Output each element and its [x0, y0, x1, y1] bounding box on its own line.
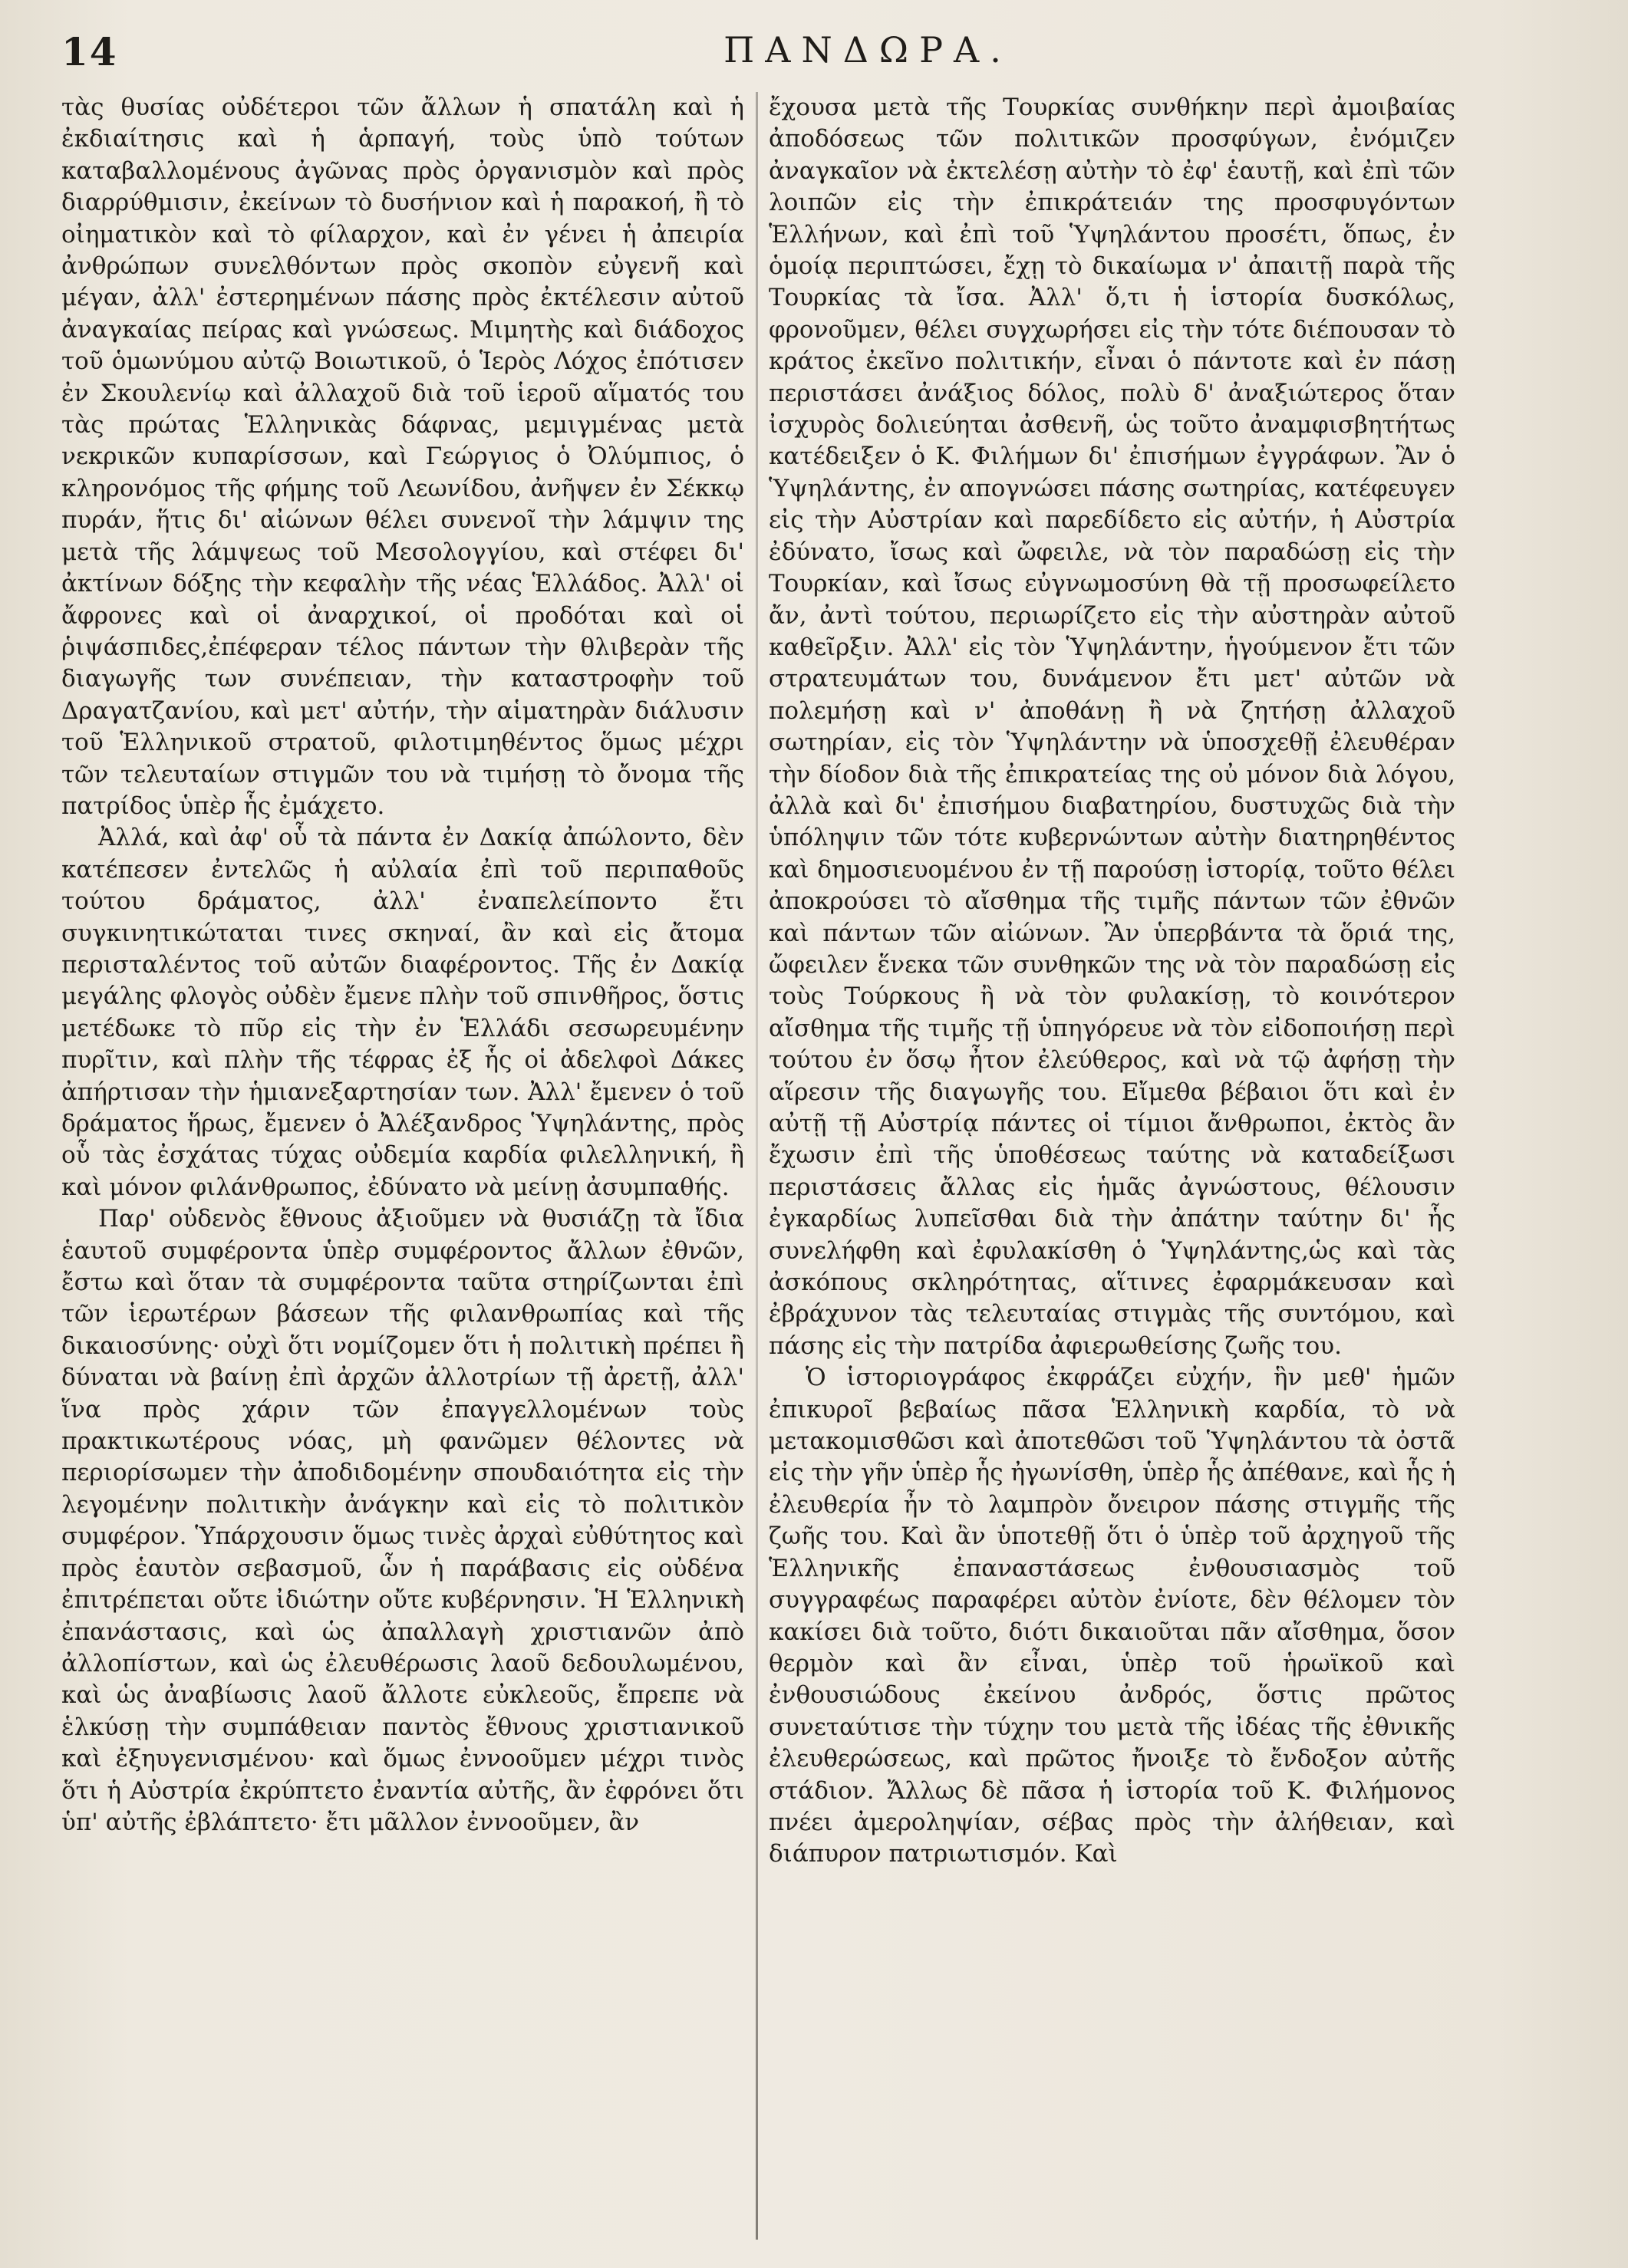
page-number: 14: [61, 29, 118, 74]
right-column: [769, 92, 1455, 2240]
running-title: ΠΑΝΔΩΡΑ.: [723, 29, 1012, 71]
left-column: [61, 92, 744, 2240]
column-divider: [756, 92, 758, 2240]
paragraph: ἔχουσα μετὰ τῆς Τουρκίας συνθήκην περὶ ἀμοιβαίας ἀποδόσεως τῶν πολιτικῶν προσφύγων, ἐνόμιζεν ἀναγκαῖον νὰ ἐκτελέσῃ αὐτὴν τὸ ἐφ' ἑαυτῇ, καὶ ἐπὶ τῶν λοιπῶν εἰς τὴν ἐπικράτειάν της προσφυγόντων Ἑλλήνων, καὶ ἐπὶ τοῦ Ὑψηλάντου προσέτι, ὅπως, ἐν ὁμοίᾳ περιπτώσει, ἔχῃ τὸ δικαίωμα ν' ἀπαιτῇ παρὰ τῆς Τουρκίας τὰ ἴσα. Ἀλλ' ὅ,τι ἡ ἱστορία δυσκόλως, φρονοῦμεν, θέλει συγχωρήσει εἰς τὴν τότε διέπουσαν τὸ κράτος ἐκεῖνο πολιτικήν, εἶναι ὁ πάντοτε καὶ ἐν πάσῃ περιστάσει ἀνάξιος δόλος, πολὺ δ' ἀναξιώτερος ὅταν ἰσχυρὸς δολιεύηται ἀσθενῆ, ὡς τοῦτο ἀναμφισβητήτως κατέδειξεν ὁ Κ. Φιλήμων δι' ἐπισήμων ἐγγράφων. Ἂν ὁ Ὑψηλάντης, ἐν απογνώσει πάσης σωτηρίας, κατέφευγεν εἰς τὴν Αὐστρίαν καὶ παρεδίδετο εἰς αὐτήν, ἡ Αὐστρία ἐδύνατο, ἴσως καὶ ὤφειλε, νὰ τὸν παραδώσῃ εἰς τὴν Τουρκίαν, καὶ ἴσως εὐγνωμοσύνη θὰ τῇ προσωφείλετο ἄν, ἀντὶ τούτου, περιωρίζετο εἰς τὴν αὐστηρὰν αὐτοῦ καθεῖρξιν. Ἀλλ' εἰς τὸν Ὑψηλάντην, ἡγούμενον ἔτι τῶν στρατευμάτων του, δυνάμενον ἔτι μετ' αὐτῶν νὰ πολεμήσῃ καὶ ν' ἀποθάνῃ ἢ νὰ ζητήσῃ ἀλλαχοῦ σωτηρίαν, εἰς τὸν Ὑψηλάντην νὰ ὑποσχεθῇ ἐλευθέραν τὴν δίοδον διὰ τῆς ἐπικρατείας της οὐ μόνον διὰ λόγου, ἀλλὰ καὶ δι' ἐπισήμου διαβατηρίου, δυστυχῶς διὰ τὴν ὑπόληψιν τῶν τότε κυβερνώντων αὐτὴν διατηρηθέντος καὶ δημοσιευομένου ἐν τῇ παρούσῃ ἱστορίᾳ, τοῦτο θέλει ἀποκρούσει τὸ αἴσθημα τῆς τιμῆς πάντων τῶν ἐθνῶν καὶ πάντων τῶν αἰώνων. Ἂν ὑπερβάντα τὰ ὅριά της, ὤφειλεν ἕνεκα τῶν συνθηκῶν της νὰ τὸν παραδώσῃ εἰς τοὺς Τούρκους ἢ νὰ τὸν φυλακίσῃ, τὸ κοινότερον αἴσθημα τῆς τιμῆς τῇ ὑπηγόρευε νὰ τὸν εἰδοποιήσῃ περὶ τούτου ἐν ὅσῳ ἦτον ἐλεύθερος, καὶ νὰ τῷ ἀφήσῃ τὴν αἵρεσιν τῆς διαγωγῆς του. Εἴμεθα βέβαιοι ὅτι καὶ ἐν αὐτῇ τῇ Αὐστρίᾳ πάντες οἱ τίμιοι ἄνθρωποι, ἐκτὸς ἂν ἔχωσιν ἐπὶ τῆς ὑποθέσεως ταύτης νὰ καταδείξωσι περιστάσεις ἄλλας εἰς ἡμᾶς ἀγνώστους, θέλουσιν ἐγκαρδίως λυπεῖσθαι διὰ τὴν ἀπάτην ταύτην δι' ἧς συνελήφθη καὶ ἐφυλακίσθη ὁ Ὑψηλάντης,ὡς καὶ τὰς ἀσκόπους σκληρότητας, αἵτινες ἐφαρμάκευσαν καὶ ἐβράχυνον τὰς τελευταίας στιγμὰς τῆς συντόμου, καὶ πάσης εἰς τὴν πατρίδα ἀφιερωθείσης ζωῆς του.: [769, 94, 1455, 1360]
paragraph: Ἀλλά, καὶ ἀφ' οὗ τὰ πάντα ἐν Δακίᾳ ἀπώλοντο, δὲν κατέπεσεν ἐντελῶς ἡ αὐλαία ἐπὶ τοῦ περιπαθοῦς τούτου δράματος, ἀλλ' ἐναπελείποντο ἔτι συγκινητικώταται τινες σκηναί, ἂν καὶ εἰς ἄτομα περισταλέντος τοῦ αὐτῶν διαφέροντος. Τῆς ἐν Δακίᾳ μεγάλης φλογὸς οὐδὲν ἔμενε πλὴν τοῦ σπινθῆρος, ὅστις μετέδωκε τὸ πῦρ εἰς τὴν ἐν Ἑλλάδι σεσωρευμένην πυρῖτιν, καὶ πλὴν τῆς τέφρας ἐξ ἧς οἱ ἀδελφοὶ Δάκες ἀπήρτισαν τὴν ἡμιανεξαρτησίαν των. Ἀλλ' ἔμενεν ὁ τοῦ δράματος ἥρως, ἔμενεν ὁ Ἀλέξανδρος Ὑψηλάντης, πρὸς οὗ τὰς ἐσχάτας τύχας οὐδεμία καρδία φιλελληνική, ἢ καὶ μόνον φιλάνθρωπος, ἐδύνατο νὰ μείνῃ ἀσυμπαθής.: [61, 824, 744, 1201]
paragraph: Παρ' οὐδενὸς ἔθνους ἀξιοῦμεν νὰ θυσιάζῃ τὰ ἴδια ἑαυτοῦ συμφέροντα ὑπὲρ συμφέροντος ἄλλων ἐθνῶν, ἔστω καὶ ὅταν τὰ συμφέροντα ταῦτα στηρίζωνται ἐπὶ τῶν ἱερωτέρων βάσεων τῆς φιλανθρωπίας καὶ τῆς δικαιοσύνης· οὐχὶ ὅτι νομίζομεν ὅτι ἡ πολιτικὴ πρέπει ἢ δύναται νὰ βαίνῃ ἐπὶ ἀρχῶν ἀλλοτρίων τῇ ἀρετῇ, ἀλλ' ἵνα πρὸς χάριν τῶν ἐπαγγελλομένων τοὺς πρακτικωτέρους νόας, μὴ φανῶμεν θέλοντες νὰ περιορίσωμεν τὴν ἀποδιδομένην σπουδαιότητα εἰς τὴν λεγομένην πολιτικὴν ἀνάγκην καὶ εἰς τὸ πολιτικὸν συμφέρον. Ὑπάρχουσιν ὅμως τινὲς ἀρχαὶ εὐθύτητος καὶ πρὸς ἑαυτὸν σεβασμοῦ, ὧν ἡ παράβασις εἰς οὐδένα ἐπιτρέπεται οὔτε ἰδιώτην οὔτε κυβέρνησιν. Ἡ Ἑλληνικὴ ἐπανάστασις, καὶ ὡς ἀπαλλαγὴ χριστιανῶν ἀπὸ ἀλλοπίστων, καὶ ὡς ἐλευθέρωσις λαοῦ δεδουλωμένου, καὶ ὡς ἀναβίωσις λαοῦ ἄλλοτε εὐκλεοῦς, ἔπρεπε νὰ ἑλκύσῃ τὴν συμπάθειαν παντὸς ἔθνους χριστιανικοῦ καὶ ἐξηυγενισμένου· καὶ ὅμως ἐννοοῦμεν μέχρι τινὸς ὅτι ἡ Αὐστρία ἐκρύπτετο ἐναντία αὐτῆς, ἂν ἐφρόνει ὅτι ὑπ' αὐτῆς ἐβλάπτετο· ἔτι μᾶλλον ἐννοοῦμεν, ἂν: [61, 1205, 744, 1836]
paragraph: τὰς θυσίας οὐδέτεροι τῶν ἄλλων ἡ σπατάλη καὶ ἡ ἐκδιαίτησις καὶ ἡ ἁρπαγή, τοὺς ὑπὸ τούτων καταβαλλομένους ἀγῶνας πρὸς ὀργανισμὸν καὶ πρὸς διαρρύθμισιν, ἐκείνων τὸ δυσήνιον καὶ ἡ παρακοή, ἢ τὸ οἰηματικὸν καὶ τὸ φίλαρχον, καὶ ἐν γένει ἡ ἀπειρία ἀνθρώπων συνελθόντων πρὸς σκοπὸν εὐγενῆ καὶ μέγαν, ἀλλ' ἐστερημένων πάσης πρὸς ἐκτέλεσιν αὐτοῦ ἀναγκαίας πείρας καὶ γνώσεως. Μιμητὴς καὶ διάδοχος τοῦ ὁμωνύμου αὐτῷ Βοιωτικοῦ, ὁ Ἱερὸς Λόχος ἐπότισεν ἐν Σκουλενίῳ καὶ ἀλλαχοῦ διὰ τοῦ ἱεροῦ αἵματός του τὰς πρώτας Ἑλληνικὰς δάφνας, μεμιγμένας μετὰ νεκρικῶν κυπαρίσσων, καὶ Γεώργιος ὁ Ὀλύμπιος, ὁ κληρονόμος τῆς φήμης τοῦ Λεωνίδου, ἀνῆψεν ἐν Σέκκῳ πυράν, ἥτις δι' αἰώνων θέλει συνενοῖ τὴν λάμψιν της μετὰ τῆς λάμψεως τοῦ Μεσολογγίου, καὶ στέφει δι' ἀκτίνων δόξης τὴν κεφαλὴν τῆς νέας Ἑλλάδος. Ἀλλ' οἱ ἄφρονες καὶ οἱ ἀναρχικοί, οἱ προδόται καὶ οἱ ῥιψάσπιδες,ἐπέφεραν τέλος πάντων τὴν θλιβερὰν τῆς διαγωγῆς των συνέπειαν, τὴν καταστροφὴν τοῦ Δραγατζανίου, καὶ μετ' αὐτήν, τὴν αἱματηρὰν διάλυσιν τοῦ Ἑλληνικοῦ στρατοῦ, φιλοτιμηθέντος ὅμως μέχρι τῶν τελευταίων στιγμῶν του νὰ τιμήσῃ τὸ ὄνομα τῆς πατρίδος ὑπὲρ ἧς ἐμάχετο.: [61, 94, 744, 820]
paragraph: Ὁ ἱστοριογράφος ἐκφράζει εὐχήν, ἣν μεθ' ἡμῶν ἐπικυροῖ βεβαίως πᾶσα Ἑλληνικὴ καρδία, τὸ νὰ μετακομισθῶσι καὶ ἀποτεθῶσι τοῦ Ὑψηλάντου τὰ ὀστᾶ εἰς τὴν γῆν ὑπὲρ ἧς ἠγωνίσθη, ὑπὲρ ἧς ἀπέθανε, καὶ ἧς ἡ ἐλευθερία ἦν τὸ λαμπρὸν ὄνειρον πάσης στιγμῆς τῆς ζωῆς του. Καὶ ἂν ὑποτεθῇ ὅτι ὁ ὑπὲρ τοῦ ἀρχηγοῦ τῆς Ἑλληνικῆς ἐπαναστάσεως ἐνθουσιασμὸς τοῦ συγγραφέως παραφέρει αὐτὸν ἐνίοτε, δὲν θέλομεν τὸν κακίσει διὰ τοῦτο, διότι δικαιοῦται πᾶν αἴσθημα, ὅσον θερμὸν καὶ ἂν εἶναι, ὑπὲρ τοῦ ἡρωϊκοῦ καὶ ἐνθουσιώδους ἐκείνου ἀνδρός, ὅστις πρῶτος συνεταύτισε τὴν τύχην του μετὰ τῆς ἰδέας τῆς ἐθνικῆς ἐλευθερώσεως, καὶ πρῶτος ἤνοιξε τὸ ἔνδοξον αὐτῆς στάδιον. Ἄλλως δὲ πᾶσα ἡ ἱστορία τοῦ Κ. Φιλήμονος πνέει ἀμεροληψίαν, σέβας πρὸς τὴν ἀλήθειαν, καὶ διάπυρον πατριωτισμόν. Καὶ: [769, 1364, 1455, 1868]
page-header: [61, 29, 1582, 83]
